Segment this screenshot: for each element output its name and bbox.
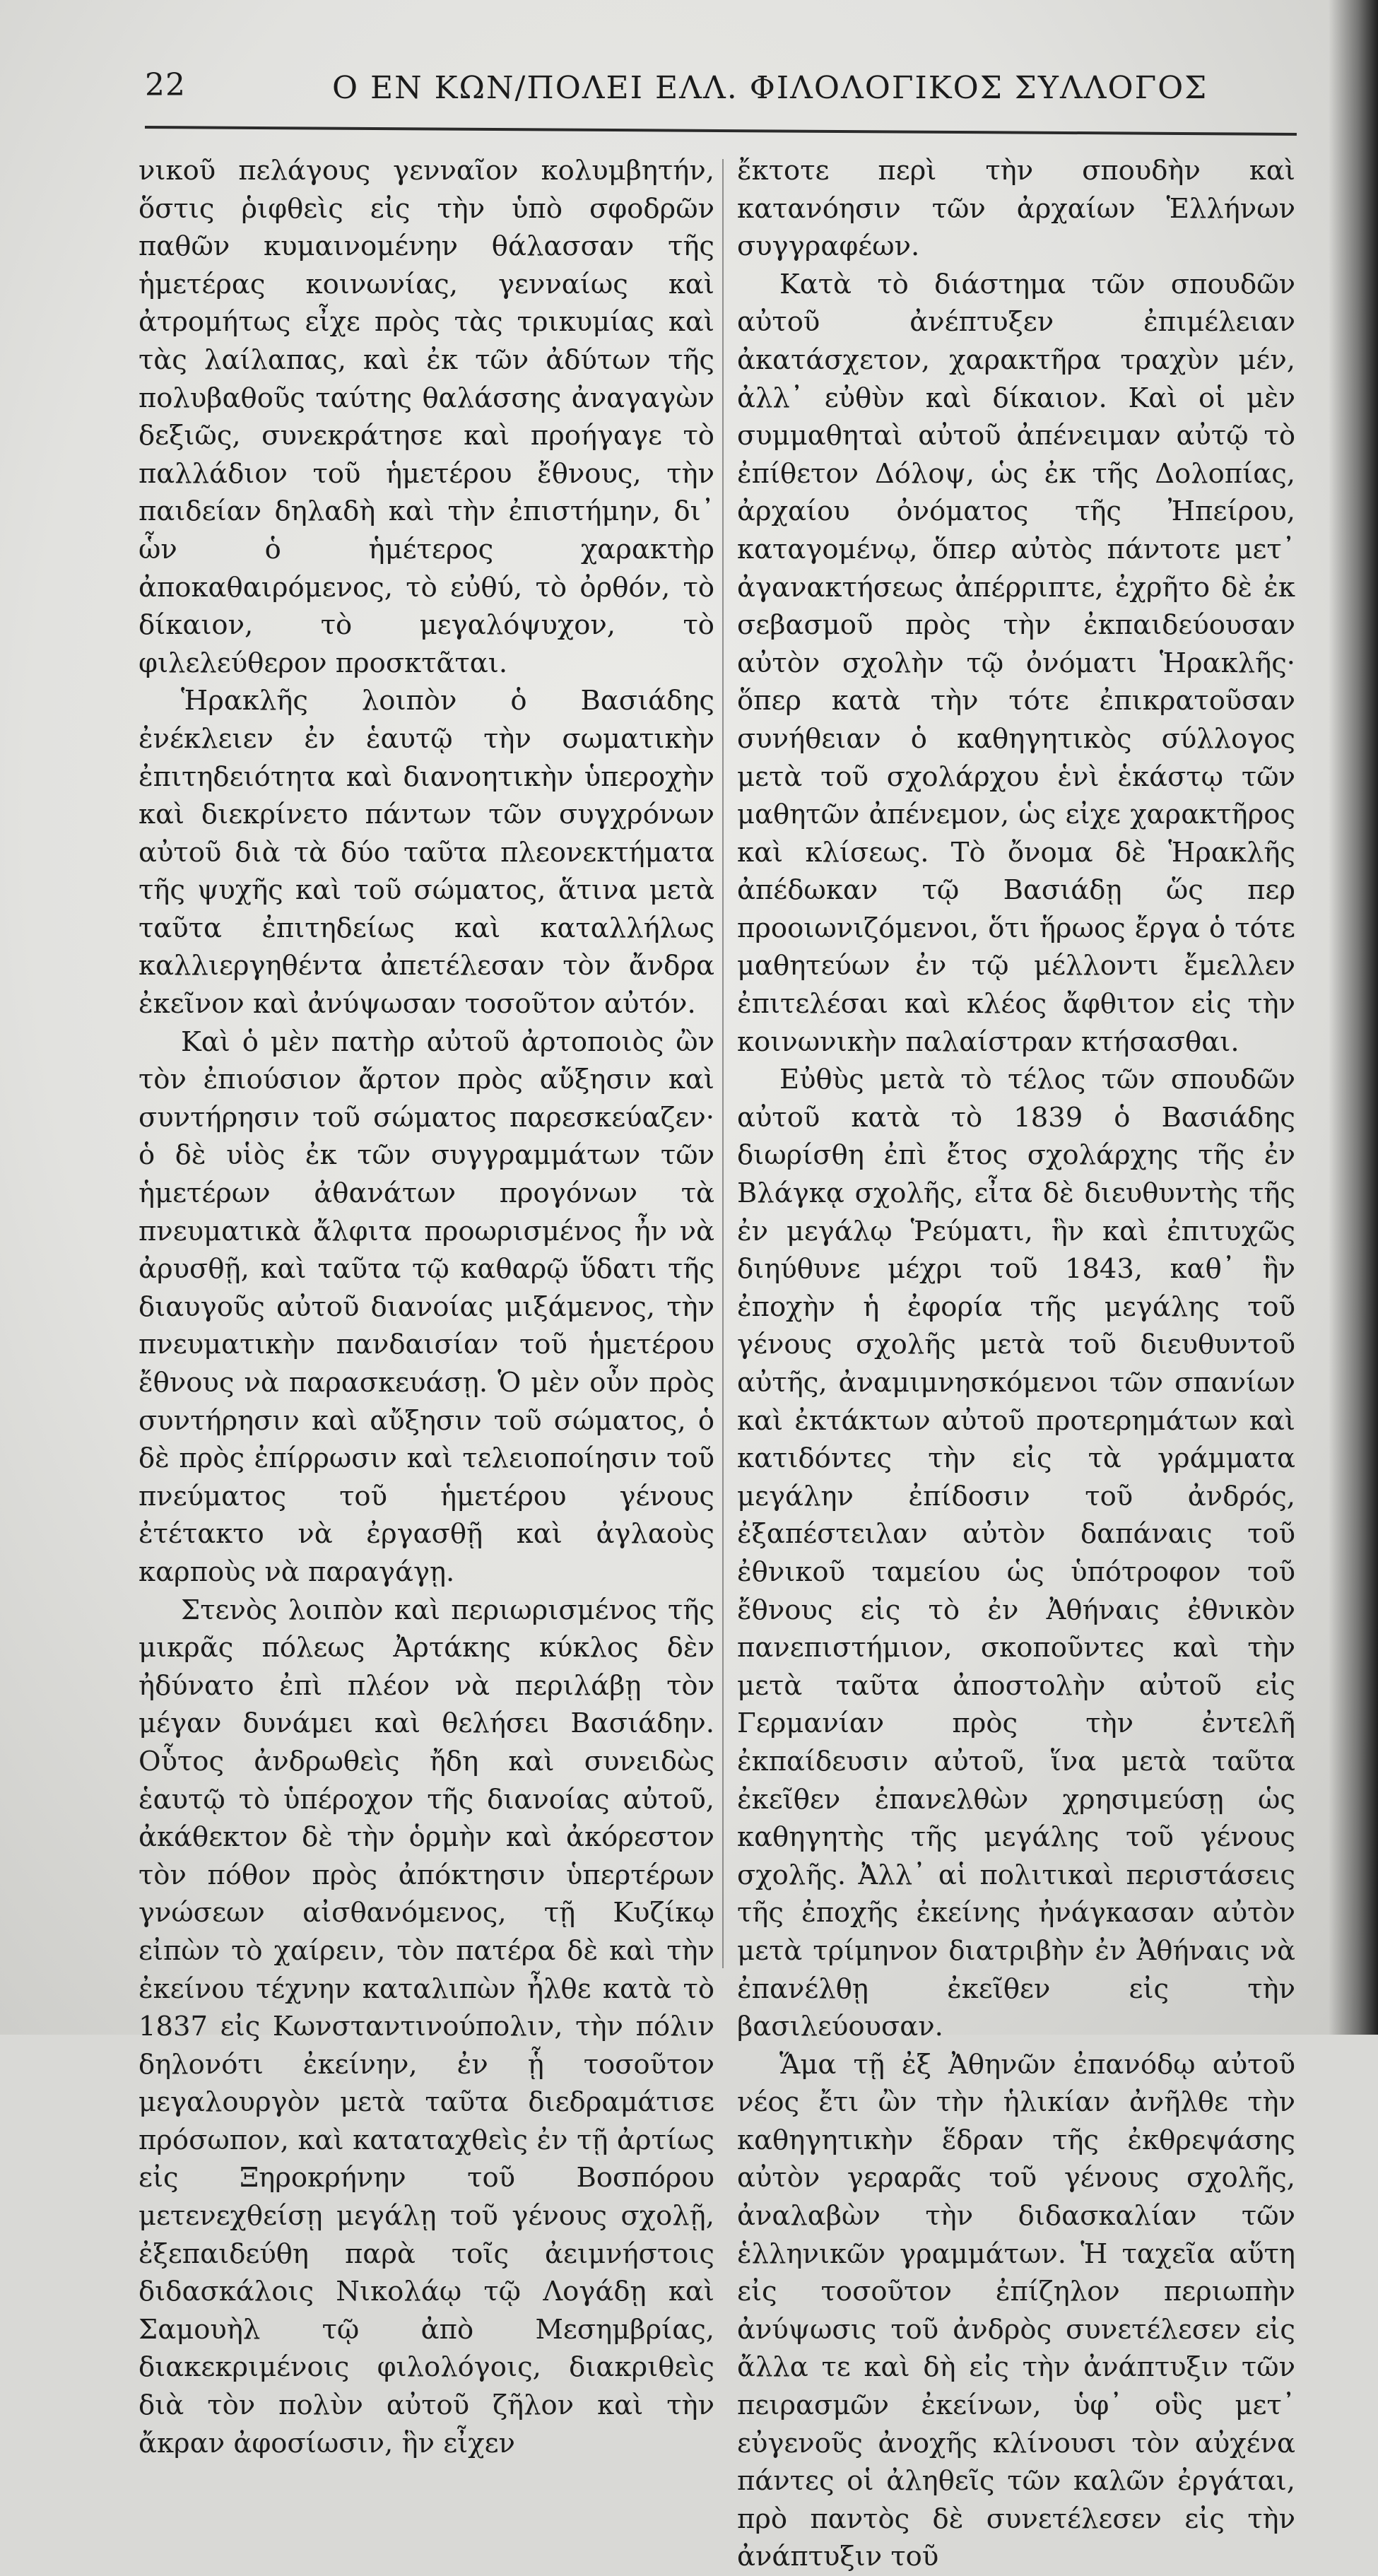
right-paragraph-3: Εὐθὺς μετὰ τὸ τέλος τῶν σπουδῶν αὐτοῦ κατὰ τὸ 1839 ὁ Βασιάδης διωρίσθη ἐπὶ ἔτος σχολάρχης τῆς ἐν Βλάγκᾳ σχολῆς, εἶτα δὲ διευθυντὴς τῆς ἐν μεγάλῳ Ῥεύματι, ἣν καὶ ἐπιτυχῶς διηύθυνε μέχρι τοῦ 1843, καθ᾽ ἣν ἐποχὴν ἡ ἐφορία τῆς μεγάλης τοῦ γένους σχολῆς μετὰ τοῦ διευθυντοῦ αὐτῆς, ἀναμιμνησκόμενοι τῶν σπανίων καὶ ἐκτάκτων αὐτοῦ προτερημάτων καὶ κατιδόντες τὴν εἰς τὰ γράμματα μεγάλην ἐπίδοσιν τοῦ ἀνδρός, ἐξαπέστειλαν αὐτὸν δαπάναις τοῦ ἐθνικοῦ ταμείου ὡς ὑπότροφον τοῦ ἔθνους εἰς τὸ ἐν Ἀθήναις ἐθνικὸν πανεπιστήμιον, σκοποῦντες καὶ τὴν μετὰ ταῦτα ἀποστολὴν αὐτοῦ εἰς Γερμανίαν πρὸς τὴν ἐντελῆ ἐκπαίδευσιν αὐτοῦ, ἵνα μετὰ ταῦτα ἐκεῖθεν ἐπανελθὼν χρησιμεύσῃ ὡς καθηγητὴς τῆς μεγάλης τοῦ γένους σχολῆς. Ἀλλ᾽ αἱ πολιτικαὶ περιστάσεις τῆς ἐποχῆς ἐκείνης ἠνάγκασαν αὐτὸν μετὰ τρίμηνον διατριβὴν ἐν Ἀθήναις νὰ ἐπανέλθῃ ἐκεῖθεν εἰς τὴν βασιλεύουσαν.: [737, 1064, 1295, 2043]
left-column: [139, 152, 714, 2462]
right-paragraph-2: Κατὰ τὸ διάστημα τῶν σπουδῶν αὐτοῦ ἀνέπτυξεν ἐπιμέλειαν ἀκατάσχετον, χαρακτῆρα τραχὺν μέν, ἀλλ᾽ εὐθὺν καὶ δίκαιον. Καὶ οἱ μὲν συμμαθηταὶ αὐτοῦ ἀπένειμαν αὐτῷ τὸ ἐπίθετον Δόλοψ, ὡς ἐκ τῆς Δολοπίας, ἀρχαίου ὀνόματος τῆς Ἠπείρου, καταγομένῳ, ὅπερ αὐτὸς πάντοτε μετ᾽ ἀγανακτήσεως ἀπέρριπτε, ἐχρῆτο δὲ ἐκ σεβασμοῦ πρὸς τὴν ἐκπαιδεύουσαν αὐτὸν σχολὴν τῷ ὀνόματι Ἡρακλῆς· ὅπερ κατὰ τὴν τότε ἐπικρατοῦσαν συνήθειαν ὁ καθηγητικὸς σύλλογος μετὰ τοῦ σχολάρχου ἑνὶ ἑκάστῳ τῶν μαθητῶν ἀπένεμον, ὡς εἰχε χαρακτῆρος καὶ κλίσεως. Τὸ ὄνομα δὲ Ἡρακλῆς ἀπέδωκαν τῷ Βασιάδῃ ὥς περ προοιωνιζόμενοι, ὅτι ἥρωος ἔργα ὁ τότε μαθητεύων ἐν τῷ μέλλοντι ἔμελλεν ἐπιτελέσαι καὶ κλέος ἄφθιτον εἰς τὴν κοινωνικὴν παλαίστραν κτήσασθαι.: [737, 268, 1295, 1058]
right-paragraph-4: Ἅμα τῇ ἐξ Ἀθηνῶν ἐπανόδῳ αὐτοῦ νέος ἔτι ὢν τὴν ἡλικίαν ἀνῆλθε τὴν καθηγητικὴν ἕδραν τῆς ἐκθρεψάσης αὐτὸν γεραρᾶς τοῦ γένους σχολῆς, ἀναλαβὼν τὴν διδασκαλίαν τῶν ἑλληνικῶν γραμμάτων. Ἡ ταχεῖα αὕτη εἰς τοσοῦτον ἐπίζηλον περιωπὴν ἀνύψωσις τοῦ ἀνδρὸς συνετέλεσεν εἰς ἄλλα τε καὶ δὴ εἰς τὴν ἀνάπτυξιν τῶν πειρασμῶν ἐκείνων, ὑφ᾽ οὓς μετ᾽ εὐγενοῦς ἀνοχῆς κλίνουσι τὸν αὐχένα πάντες οἱ ἀληθεῖς τῶν καλῶν ἐργάται, πρὸ παντὸς δὲ συνετέλεσεν εἰς τὴν ἀνάπτυξιν τοῦ: [737, 2048, 1295, 2573]
page-number: 22: [145, 67, 186, 103]
book-spine-shadow: [1329, 0, 1378, 2035]
page-header: [145, 67, 1346, 124]
column-divider: [722, 159, 724, 1968]
running-title: Ο ΕΝ ΚΩΝ/ΠΟΛΕΙ ΕΛΛ. ΦΙΛΟΛΟΓΙΚΟΣ ΣΥΛΛΟΓΟΣ: [332, 70, 1208, 106]
left-paragraph-2: Ἡρακλῆς λοιπὸν ὁ Βασιάδης ἐνέκλειεν ἐν ἑαυτῷ τὴν σωματικὴν ἐπιτηδειότητα καὶ διανοητικὴν ὑπεροχὴν καὶ διεκρίνετο πάντων τῶν συγχρόνων αὐτοῦ διὰ τὰ δύο ταῦτα πλεονεκτήματα τῆς ψυχῆς καὶ τοῦ σώματος, ἅτινα μετὰ ταῦτα ἐπιτηδείως καὶ καταλλήλως καλλιεργηθέντα ἀπετέλεσαν τὸν ἄνδρα ἐκεῖνον καὶ ἀνύψωσαν τοσοῦτον αὐτόν.: [139, 685, 714, 1021]
right-column: [737, 152, 1295, 2576]
header-rule: [145, 126, 1297, 136]
left-paragraph-3: Καὶ ὁ μὲν πατὴρ αὐτοῦ ἀρτοποιὸς ὢν τὸν ἐπιούσιον ἄρτον πρὸς αὔξησιν καὶ συντήρησιν τοῦ σώματος παρεσκεύαζεν· ὁ δὲ υἱὸς ἐκ τῶν συγγραμμάτων τῶν ἡμετέρων ἀθανάτων προγόνων τὰ πνευματικὰ ἄλφιτα προωρισμένος ἦν νὰ ἀρυσθῇ, καὶ ταῦτα τῷ καθαρῷ ὕδατι τῆς διαυγοῦς αὐτοῦ διανοίας μιξάμενος, τὴν πνευματικὴν πανδαισίαν τοῦ ἡμετέρου ἔθνους νὰ παρασκευάσῃ. Ὁ μὲν οὖν πρὸς συντήρησιν καὶ αὔξησιν τοῦ σώματος, ὁ δὲ πρὸς ἐπίρρωσιν καὶ τελειοποίησιν τοῦ πνεύματος τοῦ ἡμετέρου γένους ἐτέτακτο νὰ ἐργασθῇ καὶ ἀγλαοὺς καρποὺς νὰ παραγάγῃ.: [139, 1025, 714, 1588]
right-paragraph-1: ἔκτοτε περὶ τὴν σπουδὴν καὶ κατανόησιν τῶν ἀρχαίων Ἑλλήνων συγγραφέων.: [737, 155, 1295, 263]
left-paragraph-1: νικοῦ πελάγους γενναῖον κολυμβητήν, ὅστις ῥιφθεὶς εἰς τὴν ὑπὸ σφοδρῶν παθῶν κυμαινομένην θάλασσαν τῆς ἡμετέρας κοινωνίας, γενναίως καὶ ἀτρομήτως εἶχε πρὸς τὰς τρικυμίας καὶ τὰς λαίλαπας, καὶ ἐκ τῶν ἀδύτων τῆς πολυβαθοῦς ταύτης θαλάσσης ἀναγαγὼν δεξιῶς, συνεκράτησε καὶ προήγαγε τὸ παλλάδιον τοῦ ἡμετέρου ἔθνους, τὴν παιδείαν δηλαδὴ καὶ τὴν ἐπιστήμην, δι᾽ ὧν ὁ ἡμέτερος χαρακτὴρ ἀποκαθαιρόμενος, τὸ εὐθύ, τὸ ὀρθόν, τὸ δίκαιον, τὸ μεγαλόψυχον, τὸ φιλελεύθερον προσκτᾶται.: [139, 155, 714, 679]
left-paragraph-4: Στενὸς λοιπὸν καὶ περιωρισμένος τῆς μικρᾶς πόλεως Ἀρτάκης κύκλος δὲν ἠδύνατο ἐπὶ πλέον νὰ περιλάβῃ τὸν μέγαν δυνάμει καὶ θελήσει Βασιάδην. Οὗτος ἀνδρωθεὶς ἤδη καὶ συνειδὼς ἑαυτῷ τὸ ὑπέροχον τῆς διανοίας αὐτοῦ, ἀκάθεκτον δὲ τὴν ὁρμὴν καὶ ἀκόρεστον τὸν πόθον πρὸς ἀπόκτησιν ὑπερτέρων γνώσεων αἰσθανόμενος, τῇ Κυζίκῳ εἰπὼν τὸ χαίρειν, τὸν πατέρα δὲ καὶ τὴν ἐκείνου τέχνην καταλιπὼν ἦλθε κατὰ τὸ 1837 εἰς Κωνσταντινούπολιν, τὴν πόλιν δηλονότι ἐκείνην, ἐν ᾗ τοσοῦτον μεγαλουργὸν μετὰ ταῦτα διεδραμάτισε πρόσωπον, καὶ καταταχθεὶς ἐν τῇ ἀρτίως εἰς Ξηροκρήνην τοῦ Βοσπόρου μετενεχθείσῃ μεγάλῃ τοῦ γένους σχολῇ, ἐξεπαιδεύθη παρὰ τοῖς ἀειμνήστοις διδασκάλοις Νικολάῳ τῷ Λογάδῃ καὶ Σαμουὴλ τῷ ἀπὸ Μεσημβρίας, διακεκριμένοις φιλολόγοις, διακριθεὶς διὰ τὸν πολὺν αὐτοῦ ζῆλον καὶ τὴν ἄκραν ἀφοσίωσιν, ἣν εἶχεν: [139, 1594, 714, 2459]
